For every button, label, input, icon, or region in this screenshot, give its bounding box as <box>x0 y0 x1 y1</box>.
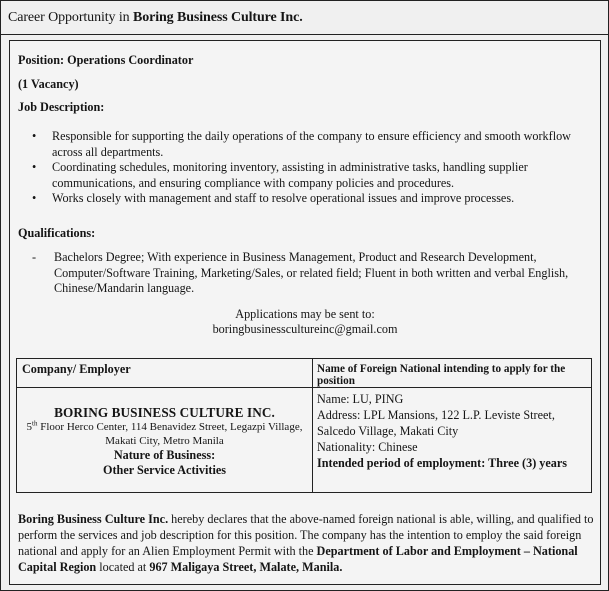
nature-label: Nature of Business: <box>113 448 216 462</box>
list-item <box>28 191 593 207</box>
employer-address <box>17 420 312 434</box>
address-line-1: Floor Herco Center, 114 Benavidez Street, Legazpi Village, <box>37 421 303 433</box>
job-description-list <box>28 129 593 207</box>
declaration-address: 967 Maligaya Street, Malate, Manila. <box>149 560 343 574</box>
list-item-text: Responsible for supporting the daily operations of the company to ensure efficiency and smooth workflow across all departments. <box>52 129 571 159</box>
national-name: Name: LU, PING <box>317 392 404 406</box>
qualification-text: Bachelors Degree; With experience in Business Management, Product and Research Development, Computer/Software Training, Marketing/Sales, or related field; Fluent in both written and verbal English, Chinese/Mandarin language. <box>54 250 569 295</box>
bullet-icon: • <box>32 191 37 205</box>
nature-value: Other Service Activities <box>103 463 226 477</box>
declaration-dole: Department of Labor and Employment – National Capital Region <box>18 544 578 574</box>
vacancy-count: (1 Vacancy) <box>18 77 79 91</box>
qualifications-heading: Qualifications: <box>18 226 96 240</box>
table-header-employer: Company/ Employer <box>17 359 313 388</box>
declaration-text-2: located at <box>96 560 150 574</box>
dash-icon: - <box>32 250 37 264</box>
employer-table <box>16 358 592 493</box>
header-divider <box>1 34 608 35</box>
table-header-national: Name of Foreign National intending to apply for the position <box>313 359 592 388</box>
title-prefix: Career Opportunity in <box>8 10 130 25</box>
employer-cell <box>17 388 313 493</box>
job-description-heading: Job Description: <box>18 100 105 114</box>
employer-name: BORING BUSINESS CULTURE INC. <box>54 405 275 420</box>
list-item-text: Works closely with management and staff to resolve operational issues and improve processes. <box>52 191 515 205</box>
floor-number: 5 <box>26 421 33 433</box>
declaration-text-1: hereby declares that the above-named foreign national is able, willing, and qualified to perform the services and job description for this position. The company has the intention to employ the said foreign national and apply for an Alien Employment Permit with the <box>18 512 594 558</box>
national-cell <box>313 388 592 493</box>
declaration-paragraph <box>18 511 594 575</box>
bullet-icon: • <box>32 129 37 143</box>
floor-suffix: th <box>32 419 38 428</box>
application-email: boringbusinessculturеinc@gmail.com <box>212 322 398 336</box>
applications-line: Applications may be sent to: <box>235 307 375 321</box>
national-nationality: Nationality: Chinese <box>317 440 418 454</box>
national-address: Address: LPL Mansions, 122 L.P. Leviste Street, Salcedo Village, Makati City <box>317 408 555 438</box>
list-item-text: Coordinating schedules, monitoring inventory, assisting in administrative tasks, handling supplier communications, and ensuring compliance with company policies and procedures. <box>52 160 528 190</box>
declaration-company: Boring Business Culture Inc. <box>18 512 169 526</box>
title-company: Boring Business Culture Inc. <box>132 10 303 25</box>
job-details-box <box>9 40 601 585</box>
list-item <box>28 160 593 191</box>
employer-address-line-2: Makati City, Metro Manila <box>105 435 224 447</box>
page-title <box>8 9 303 27</box>
position-title: Position: Operations Coordinator <box>18 53 194 67</box>
qualification-item <box>32 250 609 297</box>
bullet-icon: • <box>32 160 37 174</box>
list-item <box>28 129 593 160</box>
employment-period: Intended period of employment: Three (3) years <box>317 456 568 470</box>
